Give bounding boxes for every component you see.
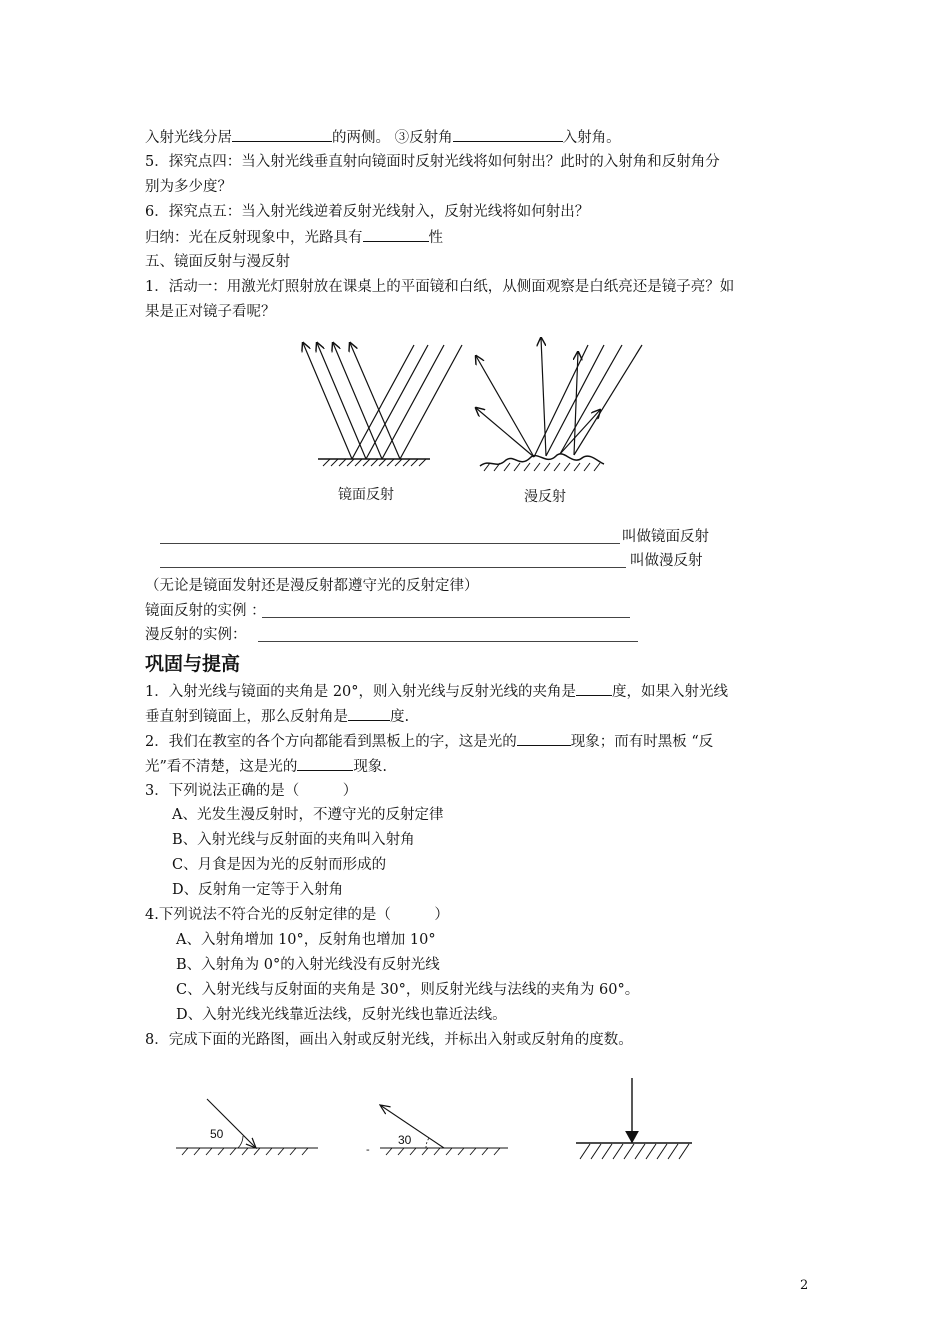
section-title: 巩固与提高 xyxy=(145,653,241,675)
option-4b[interactable]: B、入射角为 0°的入射光线没有反射光线 xyxy=(176,957,440,973)
text-segment: 1．入射光线与镜面的夹角是 20°，则入射光线与反射光线的夹角是 xyxy=(145,684,577,700)
option-4a[interactable]: A、入射角增加 10°，反射角也增加 10° xyxy=(176,932,436,948)
option-4c[interactable]: C、入射光线与反射面的夹角是 30°，则反射光线与法线的夹角为 60°。 xyxy=(176,982,640,998)
dash-mark: - xyxy=(366,1144,370,1156)
angle-label-2: 30 xyxy=(398,1133,412,1147)
text-segment: 现象；而有时黑板 “反 xyxy=(570,734,714,750)
text-segment: 垂直射到镜面上，那么反射角是 xyxy=(145,709,348,725)
diagram-2 xyxy=(380,1105,508,1155)
text-segment: 归纳：光在反射现象中，光路具有 xyxy=(145,230,363,246)
text-segment: 性 xyxy=(428,230,443,246)
diffuse-example-label: 漫反射的实例： xyxy=(145,627,247,643)
option-3a[interactable]: A、光发生漫反射时，不遵守光的反射定律 xyxy=(172,807,444,823)
diffuse-definition-label: 叫做漫反射 xyxy=(630,553,703,569)
text-line-7: 1．活动一：用激光灯照射放在课桌上的平面镜和白纸，从侧面观察是白纸亮还是镜子亮？如 xyxy=(145,279,735,295)
text-segment: 度，如果入射光线 xyxy=(612,684,729,700)
text-segment: 入射光线分居 xyxy=(145,130,232,146)
specular-example-label: 镜面反射的实例 ： xyxy=(145,603,266,619)
text-segment: 光”看不清楚，这是光的 xyxy=(145,759,298,775)
text-segment: 的两侧。 ③反射角 xyxy=(332,130,453,146)
question-4: 4.下列说法不符合光的反射定律的是（ ） xyxy=(145,907,449,923)
text-line-4: 6．探究点五：当入射光线逆着反射光线射入，反射光线将如何射出？ xyxy=(145,204,590,220)
text-segment: 入射角。 xyxy=(562,130,621,146)
section-heading-5: 五、镜面反射与漫反射 xyxy=(145,254,290,270)
text-segment: 度. xyxy=(390,709,410,725)
note-line: （无论是镜面发射还是漫反射都遵守光的反射定律） xyxy=(145,578,479,594)
question-3: 3．下列说法正确的是（ ） xyxy=(145,783,358,799)
text-line-2: 5．探究点四：当入射光线垂直射向镜面时反射光线将如何射出？此时的入射角和反射角分 xyxy=(145,154,720,170)
angle-label-1: 50 xyxy=(210,1127,224,1141)
mirror-caption: 镜面反射 xyxy=(338,487,394,503)
text-line-8: 果是正对镜子看呢？ xyxy=(145,304,276,320)
text-segment: 2．我们在教室的各个方向都能看到黑板上的字，这是光的 xyxy=(145,734,517,750)
page-number: 2 xyxy=(800,1278,809,1293)
option-3b[interactable]: B、入射光线与反射面的夹角叫入射角 xyxy=(172,832,415,848)
text-line-3: 别为多少度？ xyxy=(145,179,232,195)
diffuse-caption: 漫反射 xyxy=(524,489,566,505)
option-3c[interactable]: C、月食是因为光的反射而形成的 xyxy=(172,857,387,873)
specular-definition-label: 叫做镜面反射 xyxy=(622,529,709,545)
option-4d[interactable]: D、入射光线光线靠近法线，反射光线也靠近法线。 xyxy=(176,1007,507,1023)
text-segment: 现象. xyxy=(353,759,388,775)
diagram-3 xyxy=(576,1078,692,1159)
diagram-1 xyxy=(176,1099,318,1155)
option-3d[interactable]: D、反射角一定等于入射角 xyxy=(172,882,344,898)
question-8: 8．完成下面的光路图，画出入射或反射光线，并标出入射或反射角的度数。 xyxy=(145,1032,633,1048)
